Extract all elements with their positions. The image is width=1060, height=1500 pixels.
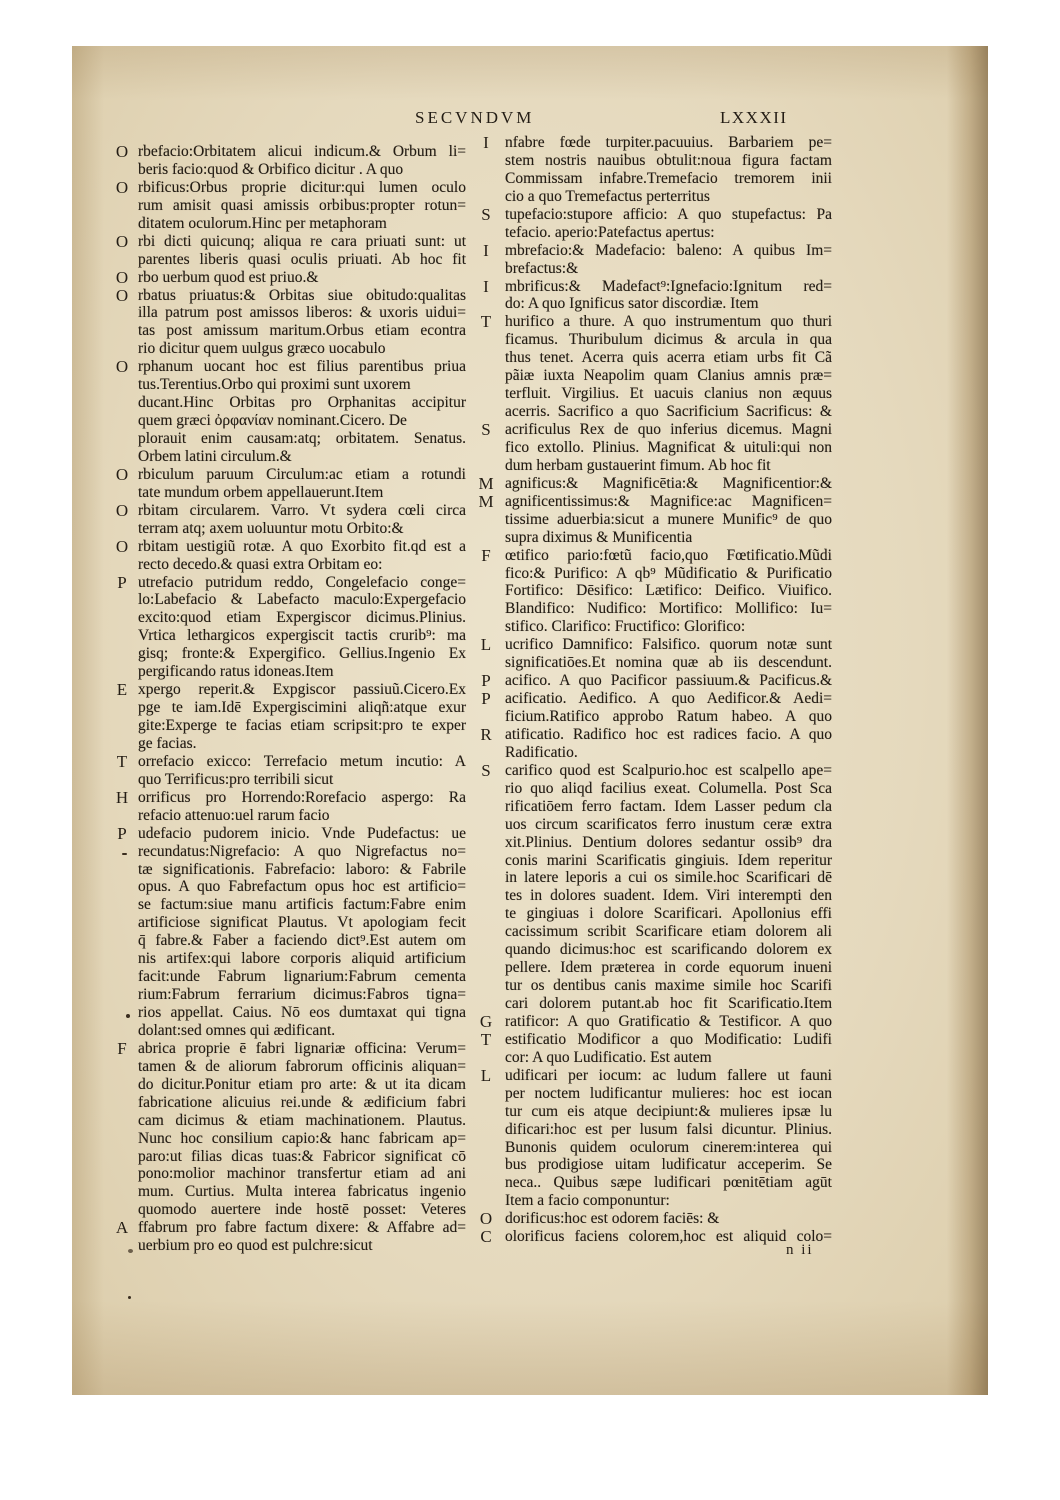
line-text: quo Terrificus:pro terribili sicut xyxy=(138,770,334,788)
text-line xyxy=(474,1031,832,1049)
line-text: orrificus pro Horrendo:Rorefacio aspergo: Ra xyxy=(138,788,466,806)
signature-mark: n ii xyxy=(786,1242,814,1258)
text-line xyxy=(474,708,832,726)
line-text: lo:Labefacio & Labefacto maculo:Expergefacio xyxy=(138,591,466,609)
ink-spot xyxy=(126,1014,130,1018)
text-line xyxy=(474,385,832,403)
text-line xyxy=(474,457,832,475)
line-text: pergificando ratus idoneas.Item xyxy=(138,663,334,681)
initial-letter: O xyxy=(115,536,129,556)
initial-letter: S xyxy=(481,760,491,780)
initial-letter: O xyxy=(115,500,129,520)
text-line xyxy=(110,1094,466,1112)
line-text: tæ significationis. Fabrefacio: laboro: & Fabrile xyxy=(138,860,466,878)
line-text: artificiose significat Plautus. Vt apologiam fecit xyxy=(138,914,466,932)
line-text: facit:unde Fabrum lignarium:Fabrum cementa xyxy=(138,968,466,986)
text-line xyxy=(110,161,466,179)
text-line xyxy=(474,852,832,870)
text-line xyxy=(110,1022,466,1040)
line-text: quomodo auertere inde hostē posset: Veteres xyxy=(138,1201,466,1219)
line-text: uos circum scarificatos ferro inustum ceræ extra xyxy=(505,815,832,833)
line-text: tas post amissum maritum.Orbus etiam econtra xyxy=(138,322,466,340)
text-line xyxy=(474,331,832,349)
text-line xyxy=(474,152,832,170)
text-line xyxy=(474,1103,832,1121)
text-line xyxy=(474,260,832,278)
line-text: rium:Fabrum ferrarium dicimus:Fabros tigna= xyxy=(138,986,466,1004)
text-line xyxy=(474,636,832,654)
text-line xyxy=(474,170,832,188)
line-text: ratificor: A quo Gratificatio & Testificor. A quo xyxy=(505,1012,832,1030)
text-line xyxy=(474,421,832,439)
text-line xyxy=(474,511,832,529)
running-title: SECVNDVM xyxy=(415,108,535,127)
text-line xyxy=(110,861,466,879)
line-text: mum. Curtius. Multa interea fabricatus ingenio xyxy=(138,1183,466,1201)
line-text: rificatiōem ferro factam. Idem Lasser pedum cla xyxy=(505,797,832,815)
line-text: rum amisit quasi amissis orbibus:propter rotun= xyxy=(138,196,466,214)
initial-letter: O xyxy=(115,357,129,377)
initial-letter: S xyxy=(481,204,491,224)
line-text: agnificentissimus:& Magnifice:ac Magnificen= xyxy=(505,492,832,510)
text-line xyxy=(474,1210,832,1228)
text-line xyxy=(474,1067,832,1085)
line-text: ge facias. xyxy=(138,734,197,752)
line-text: te gingiuas i dolore Scarificari. Apollonius effi xyxy=(505,905,832,923)
line-text: tissime aduerbia:sicut a munere Munific⁹ de quo xyxy=(505,510,832,528)
line-text: terram atq; axem uoluuntur motu Orbito:& xyxy=(138,519,404,537)
text-line xyxy=(110,556,466,574)
line-text: tupefacio:stupore afficio: A quo stupefactus: Pa xyxy=(505,205,832,223)
line-text: pge te iam.Idē Expergiscimini aliqñ:atque exur xyxy=(138,699,466,717)
line-text: olorificus faciens colorem,hoc est aliquid colo= xyxy=(505,1228,832,1246)
text-line xyxy=(474,475,832,493)
text-line xyxy=(110,1112,466,1130)
line-text: acrificulus Rex de quo inferius dicemus. Magni xyxy=(505,421,832,438)
text-line xyxy=(110,950,466,968)
text-line xyxy=(474,134,832,152)
text-line xyxy=(110,1004,466,1022)
initial-letter: O xyxy=(115,267,129,287)
line-text: ffabrum pro fabre factum dixere: & Affabre ad= xyxy=(138,1219,466,1237)
text-line xyxy=(110,681,466,699)
text-line xyxy=(110,574,466,592)
line-text: dum herbam gustauerint fimum. Ab hoc fit xyxy=(505,456,771,474)
line-text: bus prodigiose uitam ludificatur acceperim. Se xyxy=(505,1156,832,1174)
line-text: rbitam uestigiũ rotæ. A quo Exorbito fit.qd est a xyxy=(138,537,466,555)
line-text: rbiculum paruum Circulum:ac etiam a rotundi xyxy=(138,465,466,483)
text-line xyxy=(474,905,832,923)
text-line xyxy=(110,304,466,322)
line-text: per noctem ludificantur mulieres: hoc est iocan xyxy=(505,1084,832,1102)
text-line xyxy=(474,349,832,367)
ink-spot xyxy=(128,1296,131,1299)
text-line xyxy=(110,287,466,305)
text-line xyxy=(110,358,466,376)
text-line xyxy=(474,995,832,1013)
text-line xyxy=(110,251,466,269)
initial-letter: F xyxy=(117,1038,127,1058)
text-line xyxy=(474,1174,832,1192)
line-text: ditatem oculorum.Hinc per metaphoram xyxy=(138,214,387,232)
text-line xyxy=(474,403,832,421)
text-line xyxy=(474,242,832,260)
line-text: Fortifico: Dēsifico: Lætifico: Deifico. Viuifico. xyxy=(505,582,832,600)
text-line xyxy=(110,448,466,466)
text-line xyxy=(474,959,832,977)
line-text: plorauit enim causam:atq; orbitatem. Senatus. xyxy=(138,430,466,447)
text-line xyxy=(474,367,832,385)
text-line xyxy=(474,313,832,331)
initial-letter: P xyxy=(117,572,127,592)
line-text: cio a quo Tremefactus perterritus xyxy=(505,187,710,205)
line-text: gisq; fronte:& Expergifico. Gellius.Ingenio Ex xyxy=(138,645,466,663)
line-text: rbatus priuatus:& Orbitas siue obitudo:qualitas xyxy=(138,286,466,304)
ink-spot xyxy=(128,1249,133,1253)
text-line xyxy=(474,1049,832,1067)
line-text: Bunonis quidem oculorum cinerem:interea qui xyxy=(505,1138,832,1156)
text-line xyxy=(110,771,466,789)
text-line xyxy=(474,1121,832,1139)
text-line xyxy=(474,1192,832,1210)
text-line xyxy=(110,968,466,986)
line-text: stifico. Clarifico: Fructifico: Glorifico: xyxy=(505,618,746,636)
line-text: tate mundum orbem appellauerunt.Item xyxy=(138,483,384,501)
line-text: Nunc hoc consilium capio:& hanc fabricam ap= xyxy=(138,1129,466,1147)
line-text: do: A quo Ignificus sator discordiæ. Item xyxy=(505,295,759,313)
text-line xyxy=(474,618,832,636)
text-line xyxy=(474,493,832,511)
line-text: fico extollo. Plinius. Magnificat & uituli:qui non xyxy=(505,438,832,456)
text-line xyxy=(110,914,466,932)
line-text: udificari per iocum: ac ludum fallere ut fauni xyxy=(505,1066,832,1084)
line-text: rbefacio:Orbitatem alicui indicum.& Orbum li= xyxy=(138,143,466,160)
line-text: nis artifex:qui labore corporis aliquid artificium xyxy=(138,950,466,968)
text-line xyxy=(110,753,466,771)
text-line xyxy=(110,825,466,843)
text-line xyxy=(474,224,832,242)
line-text: udefacio pudorem inicio. Vnde Pudefactus: ue xyxy=(138,824,466,842)
line-text: opus. A quo Fabrefactum opus hoc est artificio= xyxy=(138,878,466,896)
line-text: xpergo reperit.& Expgiscor passiuũ.Cicero.Ex xyxy=(138,681,466,699)
line-text: illa patrum post amissos liberos: & uxoris uidui= xyxy=(138,304,466,322)
text-line xyxy=(110,843,466,861)
line-text: rphanum uocant hoc est filius parentibus priua xyxy=(138,358,466,376)
line-text: abrica proprie ē fabri lignariæ officina: Verum= xyxy=(138,1039,466,1057)
text-line xyxy=(474,1085,832,1103)
line-text: pellere. Idem præterea in corde equorum inueni xyxy=(505,959,832,977)
initial-letter: G xyxy=(479,1011,493,1031)
text-line xyxy=(474,1013,832,1031)
initial-letter: C xyxy=(480,1227,492,1247)
text-line xyxy=(110,1237,466,1255)
line-text: q̄ fabre.& Faber a faciendo dict⁹.Est autem om xyxy=(138,932,466,950)
initial-letter: I xyxy=(483,133,489,152)
text-line xyxy=(110,394,466,412)
text-line xyxy=(474,798,832,816)
initial-letter: I xyxy=(483,276,489,296)
text-column-left xyxy=(110,143,466,1255)
text-line xyxy=(110,430,466,448)
text-line xyxy=(474,529,832,547)
line-text: quando dicimus:hoc est scarificando dolorem ex xyxy=(505,941,832,959)
text-line xyxy=(110,645,466,663)
line-text: tur cum eis atque decipiunt:& mulieres ipsæ lu xyxy=(505,1102,832,1120)
text-line xyxy=(474,439,832,457)
text-line xyxy=(474,1139,832,1157)
text-line xyxy=(474,278,832,296)
initial-letter: P xyxy=(481,671,491,691)
line-text: tamen & de aliorum fabrorum officinis aliquan= xyxy=(138,1057,466,1075)
text-line xyxy=(110,340,466,358)
line-text: Blandifico: Nudifico: Mortifico: Mollifico: Iu= xyxy=(505,600,832,618)
initial-letter: A xyxy=(115,1218,129,1238)
text-line xyxy=(474,726,832,744)
text-line xyxy=(110,143,466,161)
text-line xyxy=(474,923,832,941)
text-line xyxy=(474,295,832,313)
line-text: Radificatio. xyxy=(505,743,578,761)
initial-letter: S xyxy=(481,420,491,439)
text-line xyxy=(474,977,832,995)
line-text: rbitam circularem. Varro. Vt sydera cœli circa xyxy=(138,501,466,519)
text-line xyxy=(110,1076,466,1094)
text-line xyxy=(474,816,832,834)
text-line xyxy=(110,699,466,717)
line-text: pono:molior machinor transfertur etiam ad ani xyxy=(138,1165,466,1183)
folio-number: LXXXII xyxy=(720,108,788,127)
initial-letter: R xyxy=(480,724,492,744)
line-text: Vrtica lethargicos expergiscit tactis crurib⁹: ma xyxy=(138,627,466,645)
text-line xyxy=(474,547,832,565)
initial-letter: O xyxy=(479,1209,493,1229)
initial-letter: T xyxy=(116,751,128,771)
line-text: thus tenet. Acerra quis acerra etiam urbs fit Cã xyxy=(505,349,832,367)
line-text: Orbem latini circulum.& xyxy=(138,447,292,465)
line-text: uerbium pro eo quod est pulchre:sicut xyxy=(138,1237,373,1255)
text-line xyxy=(110,1183,466,1201)
text-line xyxy=(474,941,832,959)
text-line xyxy=(110,1040,466,1058)
initial-letter: T xyxy=(480,312,492,332)
line-text: dificari:hoc est per lusum falsi dicuntur. Plinius. xyxy=(505,1120,832,1138)
text-line xyxy=(110,789,466,807)
line-text: supra diximus & Munificentia xyxy=(505,528,693,546)
text-line xyxy=(474,565,832,583)
line-text: dorificus:hoc est odorem faciēs: & xyxy=(505,1210,720,1228)
line-text: cari dolorem putant.ab hoc fit Scarificatio.Item xyxy=(505,995,832,1012)
line-text: rbificus:Orbus proprie dicitur:qui lumen oculo xyxy=(138,178,466,196)
text-line xyxy=(110,376,466,394)
line-text: rio dicitur quem uulgus græco uocabulo xyxy=(138,340,386,358)
text-column-right xyxy=(474,134,832,1246)
initial-letter: O xyxy=(115,464,129,484)
line-text: mbrificus:& Madefact⁹:Ignefacio:Ignitum red= xyxy=(505,277,832,295)
text-line xyxy=(110,1201,466,1219)
line-text: acificatio. Aedifico. A quo Aedificor.& Aedi= xyxy=(505,690,832,708)
text-line xyxy=(110,609,466,627)
line-text: mbrefacio:& Madefacio: baleno: A quibus Im= xyxy=(505,241,832,259)
text-line xyxy=(474,887,832,905)
line-text: rbo uerbum quod est priuo.& xyxy=(138,268,319,286)
text-line xyxy=(474,834,832,852)
initial-letter: O xyxy=(115,285,129,305)
text-line xyxy=(110,807,466,825)
line-text: rbi dicti quicunq; aliqua re cara priuati sunt: ut xyxy=(138,232,466,250)
text-line xyxy=(110,735,466,753)
text-line xyxy=(474,1228,832,1246)
text-line xyxy=(110,322,466,340)
line-text: ficamus. Thuribulum dicimus & arcula in qua xyxy=(505,331,832,349)
text-line xyxy=(474,188,832,206)
book-page xyxy=(72,46,988,1395)
line-text: excito:quod etiam Expergiscor dicimus.Plinius. xyxy=(138,609,466,627)
line-text: paro:ut filias dicas tuas:& Fabricor significat cō xyxy=(138,1147,466,1165)
text-line xyxy=(110,896,466,914)
line-text: conis marini Scarificatis gingiuis. Idem reperitur xyxy=(505,851,832,869)
text-line xyxy=(110,932,466,950)
text-line xyxy=(474,582,832,600)
line-text: recundatus:Nigrefacio: A quo Nigrefactus no= xyxy=(138,842,466,860)
line-text: tur os dentibus canis maxime simile hoc Scarifi xyxy=(505,977,832,995)
text-line xyxy=(474,744,832,762)
line-text: Item a facio componuntur: xyxy=(505,1192,670,1210)
text-line xyxy=(110,878,466,896)
line-text: rio quo aliqd facilius exeat. Columella. Post Sca xyxy=(505,779,832,797)
line-text: œtifico pario:fœtũ facio,quo Fœtificatio.Mũdi xyxy=(505,546,832,564)
text-line xyxy=(110,179,466,197)
text-line xyxy=(110,484,466,502)
text-line xyxy=(110,215,466,233)
text-line xyxy=(110,717,466,735)
line-text: agnificus:& Magnificētia:& Magnificentior:& xyxy=(505,474,832,492)
line-text: parentes liberis quasi oculis priuati. Ab hoc fit xyxy=(138,250,466,268)
initial-letter: F xyxy=(481,545,491,565)
line-text: brefactus:& xyxy=(505,259,579,277)
initial-letter: L xyxy=(480,1065,492,1085)
ink-spot xyxy=(122,853,127,855)
text-line xyxy=(110,538,466,556)
line-text: atificatio. Radifico hoc est radices facio. A quo xyxy=(505,725,832,743)
text-line xyxy=(110,269,466,287)
initial-letter: O xyxy=(115,231,129,251)
text-line xyxy=(110,663,466,681)
line-text: beris facio:quod & Orbifico dicitur . A quo xyxy=(138,160,404,178)
initial-letter: P xyxy=(481,689,491,709)
text-line xyxy=(474,672,832,690)
line-text: tus.Terentius.Orbo qui proximi sunt uxorem xyxy=(138,376,411,394)
line-text: ficium.Ratifico approbo Ratum habeo. A quo xyxy=(505,708,832,725)
text-line xyxy=(110,412,466,430)
line-text: fico:& Purifico: A qb⁹ Mũdificatio & Purificatio xyxy=(505,564,832,582)
line-text: ucrifico Damnifico: Falsifico. quorum notæ sunt xyxy=(505,636,832,654)
text-line xyxy=(110,1058,466,1076)
line-text: cor: A quo Ludificatio. Est autem xyxy=(505,1048,712,1066)
text-line xyxy=(110,1148,466,1166)
line-text: hurifico a thure. A quo instrumentum quo thuri xyxy=(505,313,832,331)
line-text: fabricatione alicuius rei.unde & ædificium fabri xyxy=(138,1093,466,1111)
line-text: in latere leporis a cui os simile.hoc Scarificari dē xyxy=(505,869,832,887)
line-text: utrefacio putridum reddo, Congelefacio conge= xyxy=(138,573,466,591)
line-text: se factum:siue manu artificis factum:Fabre enim xyxy=(138,896,466,914)
line-text: ducant.Hinc Orbitas pro Orphanitas accipitur xyxy=(138,394,466,412)
text-line xyxy=(474,600,832,618)
text-line xyxy=(474,762,832,780)
line-text: rios appellat. Caius. Nō eos dumtaxat qui tigna xyxy=(138,1004,466,1021)
line-text: quem græci ὀρφανίαν nominant.Cicero. De xyxy=(138,412,407,430)
line-text: stem nostris nauibus obtulit:noua figura factam xyxy=(505,151,832,169)
text-line xyxy=(474,654,832,672)
line-text: estificatio Modificor a quo Modificatio: Ludifi xyxy=(505,1030,832,1048)
line-text: nfabre fœde turpiter.pacuuius. Barbariem pe= xyxy=(505,134,832,151)
line-text: neca.. Quibus sæpe ludificari pœnitētiam agūt xyxy=(505,1174,832,1192)
text-line xyxy=(474,206,832,224)
text-line xyxy=(474,869,832,887)
line-text: cam dicimus & etiam machinationem. Plautus. xyxy=(138,1111,466,1129)
initial-letter: I xyxy=(483,240,489,260)
line-text: xit.Plinius. Dentium dolores sedantur ossib⁹ dra xyxy=(505,833,832,851)
text-line xyxy=(110,986,466,1004)
line-text: Commissam infabre.Tremefacio tremorem inii xyxy=(505,169,832,187)
text-line xyxy=(110,627,466,645)
line-text: terfluit. Virgilius. Et uacuis clanius non æquus xyxy=(505,385,832,403)
text-line xyxy=(110,1165,466,1183)
initial-letter: E xyxy=(116,680,128,700)
initial-letter: O xyxy=(115,177,129,197)
initial-letter: L xyxy=(480,635,492,655)
text-line xyxy=(474,1156,832,1174)
initial-letter: O xyxy=(115,142,129,161)
line-text: refacio attenuo:uel rarum facio xyxy=(138,806,330,824)
initial-letter: T xyxy=(480,1029,492,1049)
initial-letter: P xyxy=(117,823,127,843)
line-text: do dicitur.Ponitur etiam pro arte: & ut ita dicam xyxy=(138,1075,466,1093)
initial-letter: H xyxy=(115,787,129,807)
text-line xyxy=(110,520,466,538)
line-text: tes in dolores suadent. Idem. Viri interempti den xyxy=(505,887,832,905)
text-line xyxy=(110,197,466,215)
initial-letter: M xyxy=(478,491,494,511)
text-line xyxy=(110,1219,466,1237)
line-text: cacissimum scribit Scarificare etiam dolorem ali xyxy=(505,923,832,941)
line-text: pãiæ iuxta Neapolim quam Clanius amnis præ= xyxy=(505,367,832,385)
line-text: tefacio. aperio:Patefactus apertus: xyxy=(505,223,715,241)
initial-letter: M xyxy=(478,473,494,493)
text-line xyxy=(110,233,466,251)
line-text: recto decedo.& quasi extra Orbitam eo: xyxy=(138,555,383,573)
line-text: carifico quod est Scalpurio.hoc est scalpello ape= xyxy=(505,761,832,779)
text-line xyxy=(474,780,832,798)
line-text: significatiōes.Et nomina quæ ab iis descendunt. xyxy=(505,654,832,672)
text-line xyxy=(110,591,466,609)
text-line xyxy=(110,466,466,484)
line-text: dolant:sed omnes qui ædificant. xyxy=(138,1021,336,1039)
text-line xyxy=(474,690,832,708)
text-line xyxy=(110,1130,466,1148)
line-text: acifico. A quo Pacificor passiuum.& Pacificus.& xyxy=(505,672,832,690)
line-text: gite:Experge te facias etiam scripsit:pro te exper xyxy=(138,717,466,734)
text-line xyxy=(110,502,466,520)
line-text: acerris. Sacrifico a quo Sacrificium Sacrificus: & xyxy=(505,403,832,421)
line-text: orrefacio exicco: Terrefacio metum incutio: A xyxy=(138,752,466,770)
